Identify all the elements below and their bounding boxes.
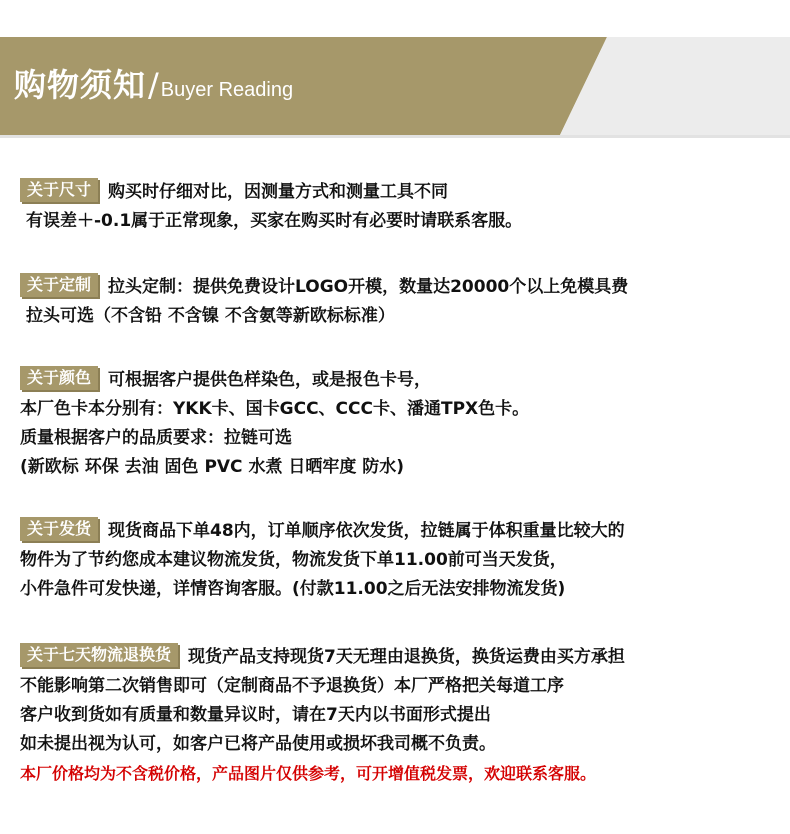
returns-line-3: 客户收到货如有质量和数量异议时，请在7天内以书面形式提出 — [20, 705, 491, 725]
title-en: Buyer Reading — [160, 79, 294, 101]
section-returns — [20, 643, 780, 788]
shipping-line-1: 现货商品下单48内，订单顺序依次发货，拉链属于体积重量比较大的 — [108, 521, 625, 541]
tag-shipping: 关于发货 — [20, 517, 98, 541]
tag-custom: 关于定制 — [20, 273, 98, 297]
section-shipping — [20, 517, 780, 604]
title-cn: 购物须知 — [14, 66, 147, 104]
tag-returns: 关于七天物流退换货 — [20, 643, 178, 667]
color-line-3: 质量根据客户的品质要求：拉链可选 — [20, 428, 292, 448]
custom-line-2: 拉头可选（不含铅 不含镍 不含氨等新欧标标准） — [26, 306, 395, 326]
returns-line-1: 现货产品支持现货7天无理由退换货，换货运费由买方承担 — [188, 647, 625, 667]
title-slash: / — [148, 66, 159, 104]
shipping-line-3: 小件急件可发快递，详情咨询客服。(付款11.00之后无法安排物流发货) — [20, 579, 566, 599]
section-size — [20, 178, 780, 236]
page-title — [14, 60, 293, 106]
section-color — [20, 366, 780, 482]
tag-color: 关于颜色 — [20, 366, 98, 390]
size-line-2: 有误差＋-0.1属于正常现象，买家在购买时有必要时请联系客服。 — [26, 211, 523, 231]
custom-line-1: 拉头定制：提供免费设计LOGO开模，数量达20000个以上免模具费 — [108, 277, 629, 297]
shipping-line-2: 物件为了节约您成本建议物流发货，物流发货下单11.00前可当天发货， — [20, 550, 567, 570]
price-notice: 本厂价格均为不含税价格，产品图片仅供参考，可开增值税发票，欢迎联系客服。 — [20, 764, 597, 783]
section-custom — [20, 273, 780, 331]
tag-size: 关于尺寸 — [20, 178, 98, 202]
color-line-4: (新欧标 环保 去油 固色 PVC 水煮 日晒牢度 防水) — [20, 457, 405, 477]
color-line-2: 本厂色卡本分别有：YKK卡、国卡GCC、CCC卡、潘通TPX色卡。 — [20, 399, 530, 419]
color-line-1: 可根据客户提供色样染色，或是报色卡号， — [108, 370, 432, 390]
returns-line-4: 如未提出视为认可，如客户已将产品使用或损坏我司概不负责。 — [20, 734, 496, 754]
size-line-1: 购买时仔细对比，因测量方式和测量工具不同 — [108, 182, 449, 202]
banner-shadow — [0, 135, 790, 138]
returns-line-2: 不能影响第二次销售即可（定制商品不予退换货）本厂严格把关每道工序 — [20, 676, 564, 696]
